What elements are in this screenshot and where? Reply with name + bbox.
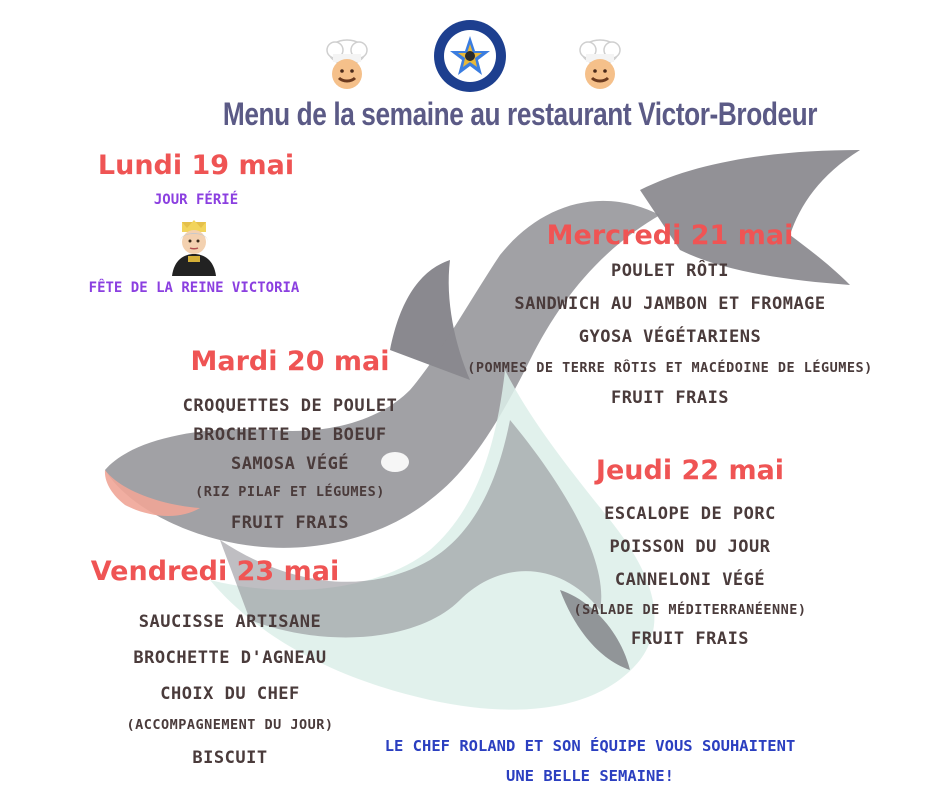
monday-note: JOUR FÉRIÉ — [153, 192, 239, 208]
menu-item: BROCHETTE D'AGNEAU — [133, 648, 327, 668]
menu-item-note: (ACCOMPAGNEMENT DU JOUR) — [126, 717, 334, 733]
closing-line-1: LE CHEF ROLAND ET SON ÉQUIPE VOUS SOUHAITENT — [384, 737, 796, 755]
menu-item: FRUIT FRAIS — [630, 629, 750, 649]
chef-right-icon — [576, 36, 624, 104]
day-heading-friday: Vendredi 23 mai — [90, 556, 340, 587]
menu-item: CROQUETTES DE POULET — [182, 396, 398, 416]
chef-left-icon — [323, 36, 371, 104]
menu-item: SAUCISSE ARTISANE — [138, 612, 322, 632]
menu-item: SAMOSA VÉGÉ — [230, 454, 350, 474]
menu-item: BROCHETTE DE BOEUF — [193, 425, 387, 445]
closing-message — [340, 731, 840, 791]
page-title: Menu de la semaine au restaurant Victor-Brodeur — [222, 96, 818, 132]
menu-item-note: (POMMES DE TERRE RÔTIS ET MACÉDOINE DE LÉGUMES) — [467, 360, 873, 376]
menu-item: BISCUIT — [192, 748, 268, 768]
menu-item: CHOIX DU CHEF — [160, 684, 300, 704]
menu-item-note: (RIZ PILAF ET LÉGUMES) — [195, 484, 385, 500]
menu-item: ESCALOPE DE PORC — [604, 504, 776, 524]
menu-item: SANDWICH AU JAMBON ET FROMAGE — [514, 294, 826, 314]
school-logo — [432, 18, 508, 94]
menu-item-note: (SALADE DE MÉDITERRANÉENNE) — [573, 602, 807, 618]
thursday-menu — [540, 498, 840, 656]
day-heading-wednesday: Mercredi 21 mai — [546, 220, 794, 251]
tuesday-menu — [150, 392, 430, 541]
day-heading-thursday: Jeudi 22 mai — [595, 455, 785, 486]
friday-menu — [80, 604, 380, 778]
closing-line-2: UNE BELLE SEMAINE! — [506, 767, 674, 785]
monday-event: FÊTE DE LA REINE VICTORIA — [88, 280, 300, 296]
menu-item: POULET RÔTI — [610, 261, 730, 281]
queen-victoria-icon — [168, 220, 220, 281]
menu-item: FRUIT FRAIS — [610, 388, 730, 408]
day-heading-tuesday: Mardi 20 mai — [190, 346, 390, 377]
wednesday-menu — [440, 255, 900, 415]
menu-item: POISSON DU JOUR — [609, 537, 771, 557]
menu-item: FRUIT FRAIS — [230, 513, 350, 533]
menu-item: CANNELONI VÉGÉ — [614, 570, 766, 590]
menu-item: GYOSA VÉGÉTARIENS — [578, 327, 762, 347]
day-heading-monday: Lundi 19 mai — [97, 150, 295, 181]
